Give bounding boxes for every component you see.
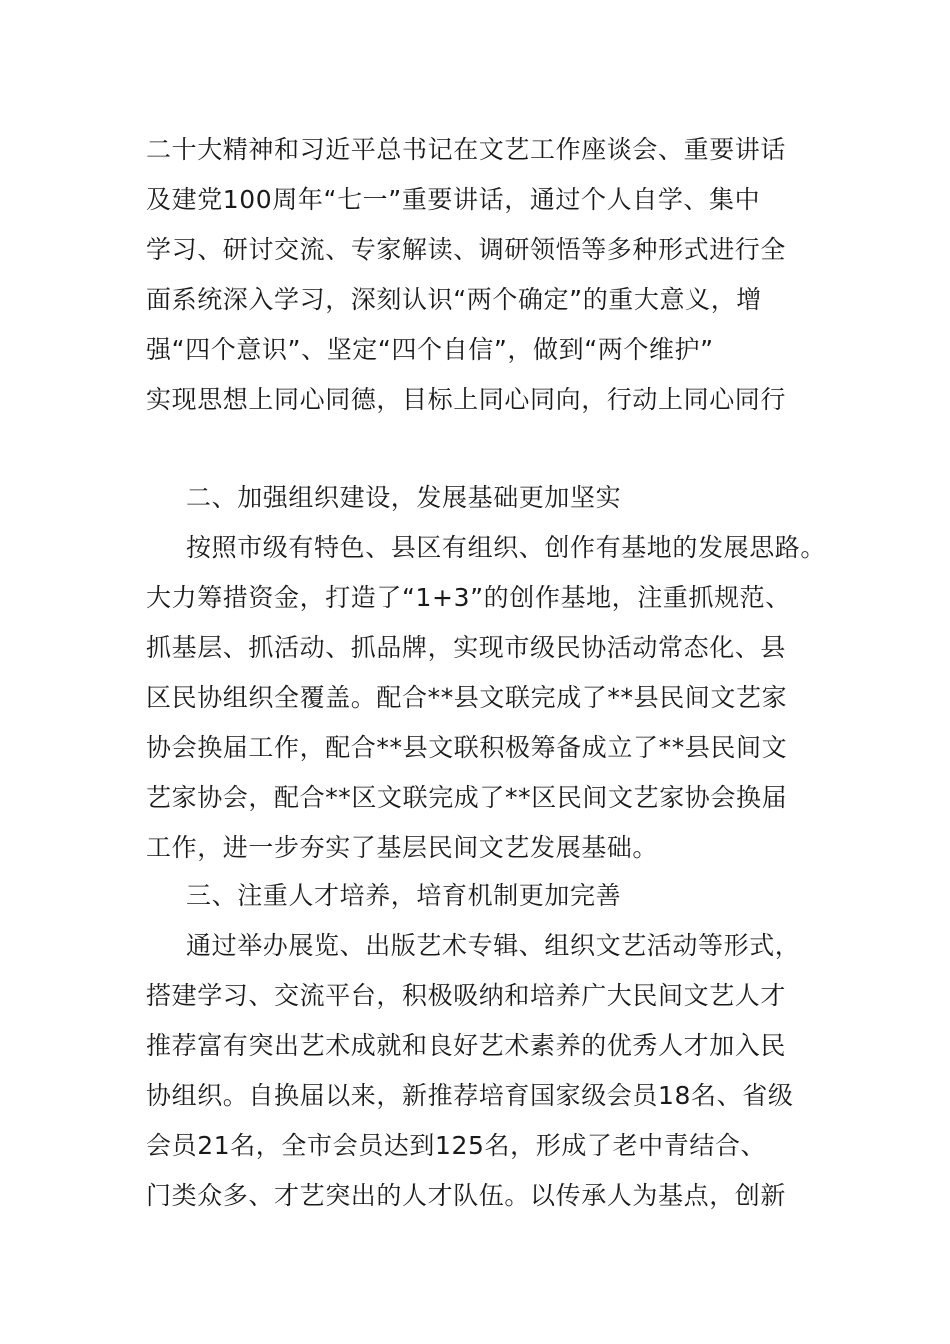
- body-line: 按照市级有特色、县区有组织、创作有基地的发展思路。: [186, 533, 827, 562]
- body-line: 艺家协会，配合**区文联完成了**区民间文艺家协会换届: [146, 783, 788, 812]
- body-line: 面系统深入学习，深刻认识“两个确定”的重大意义，增: [146, 285, 762, 314]
- body-line: 会员21名，全市会员达到125名，形成了老中青结合、: [146, 1131, 767, 1160]
- body-line: 协组织。自换届以来，新推荐培育国家级会员18名、省级: [146, 1081, 794, 1110]
- body-line: 抓基层、抓活动、抓品牌，实现市级民协活动常态化、县: [146, 633, 787, 662]
- body-line: 门类众多、才艺突出的人才队伍。以传承人为基点，创新: [146, 1181, 787, 1210]
- body-line: 区民协组织全覆盖。配合**县文联完成了**县民间文艺家: [146, 683, 788, 712]
- section-heading: 三、注重人才培养，培育机制更加完善: [186, 881, 622, 910]
- body-line: 工作，进一步夯实了基层民间文艺发展基础。: [146, 833, 659, 862]
- body-line: 搭建学习、交流平台，积极吸纳和培养广大民间文艺人才: [146, 981, 787, 1010]
- body-line: 学习、研讨交流、专家解读、调研领悟等多种形式进行全: [146, 235, 787, 264]
- body-line: 通过举办展览、出版艺术专辑、组织文艺活动等形式，: [186, 931, 801, 960]
- body-line: 二十大精神和习近平总书记在文艺工作座谈会、重要讲话: [146, 135, 787, 164]
- body-line: 大力筹措资金，打造了“1+3”的创作基地，注重抓规范、: [146, 583, 791, 612]
- body-line: 及建党100周年“七一”重要讲话，通过个人自学、集中: [146, 185, 761, 214]
- body-line: 协会换届工作，配合**县文联积极筹备成立了**县民间文: [146, 733, 788, 762]
- section-heading: 二、加强组织建设，发展基础更加坚实: [186, 483, 622, 512]
- body-line: 推荐富有突出艺术成就和良好艺术素养的优秀人才加入民: [146, 1031, 787, 1060]
- body-line: 实现思想上同心同德，目标上同心同向，行动上同心同行: [146, 385, 787, 414]
- body-line: 强“四个意识”、坚定“四个自信”，做到“两个维护”: [146, 335, 714, 364]
